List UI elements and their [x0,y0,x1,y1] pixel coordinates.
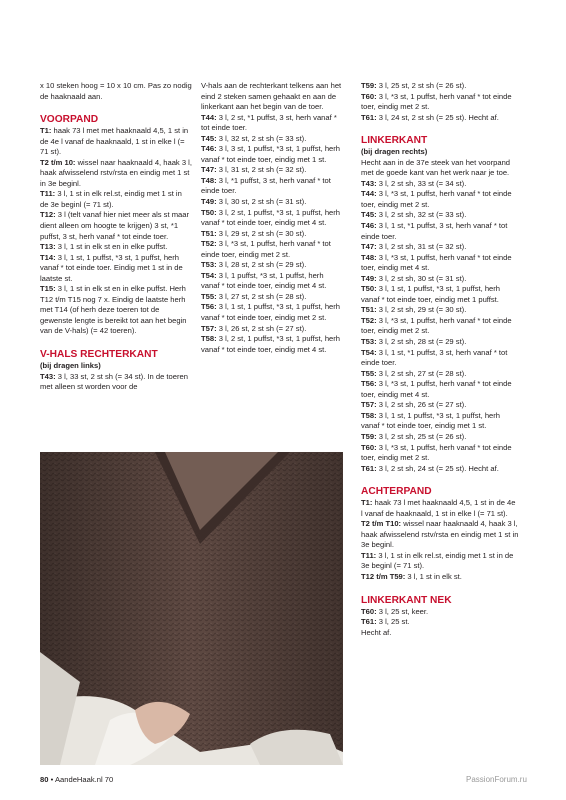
row-label: T54: [201,270,217,280]
row-label: T46: [361,221,377,231]
pattern-row [361,572,519,583]
section-heading: VOORPAND [40,114,99,126]
row-label: T54: [361,347,377,357]
section-heading: LINKERKANT NEK [361,594,452,606]
row-label: T49: [361,273,377,283]
pattern-row [361,379,519,400]
row-label: T48: [201,175,217,185]
pattern-row [361,210,519,221]
row-text: 3 l, 1 st, *1 puffst, 3 st, herh vanaf * tot einde toer. [361,221,508,241]
pattern-row [201,271,342,292]
row-text: 3 l, 1 st, 1 puffst, *3 st, 1 puffst, herh vanaf * tot einde toer, eindig met 1 puffst. [361,284,501,304]
pattern-row [361,369,519,380]
pattern-row [201,302,342,323]
row-text: 3 l, 1 st, 1 puffst, *3 st, 1 puffst, herh vanaf * tot einde toer, eindig met 1 st. [361,410,501,431]
watermark: PassionForum.ru [466,775,527,784]
pattern-row [40,242,192,253]
row-text: 3 l, 3 st, 1 puffst, *3 st, 1 puffst, herh vanaf * tot einde toer, eindig met 1 st. [201,144,341,164]
pattern-row [361,628,519,639]
row-text: 3 l, *3 st, 1 puffst, herh vanaf * tot einde toer, eindig met 2 st. [201,239,331,259]
row-text: 3 l, *3 st, 1 puffst, herh vanaf * tot einde toer, eindig met 4 st. [361,379,512,399]
pattern-row [361,158,519,179]
row-label: T55: [201,291,217,301]
spacer [40,337,192,343]
row-label: T46: [201,144,217,154]
spacer [361,474,519,480]
pattern-row [361,113,519,124]
pattern-row [361,348,519,369]
pattern-row [201,144,342,165]
row-text: 3 l, 2 st sh, 28 st (= 29 st). [376,337,467,347]
pattern-row [201,324,342,335]
row-label: T15: [40,284,56,294]
row-label: T45: [201,133,217,143]
row-text: 3 l, 2 st sh, 26 st (= 27 st). [376,400,467,410]
page-footer [40,775,113,785]
row-label: T1: [361,498,373,508]
pattern-row [201,134,342,145]
pattern-row [361,221,519,242]
pattern-row [40,126,192,158]
page-number: 80 [40,775,49,784]
row-label: T60: [361,91,377,101]
row-text: 3 l, 1 st, 1 puffst, *3 st, 1 puffst, herh vanaf * tot einde toer. Eindig met 1 st in de laatste st. [40,252,183,283]
row-text: 3 l, 1 st in elk st en in elke puffst. [55,242,168,252]
row-text: wissel naar haaknaald 4, haak 3 l, haak afwisselend rstv/rsta en eindig met 1 st in 3e beginl. [361,519,519,550]
row-text: 3 l, 26 st, 2 st sh (= 27 st). [216,323,307,333]
pattern-row [361,432,519,443]
row-label: T53: [361,337,377,347]
row-label: T61: [361,617,377,627]
row-label: T57: [361,400,377,410]
pattern-row [40,284,192,337]
row-text: 3 l, 2 st, *1 puffst, 3 st, herh vanaf * tot einde toer. [201,112,337,133]
row-text: Hecht aan in de 37e steek van het voorpand met de goede kant van het werk naar je toe. [361,157,511,178]
row-label: T11: [40,189,56,199]
row-label: T11: [361,550,377,560]
row-label: T49: [201,197,217,207]
pattern-row [361,400,519,411]
row-text: 3 l, 2 st sh, 31 st (= 32 st). [376,242,467,252]
sweater-illustration [40,452,343,765]
row-label: T50: [361,284,377,294]
row-text: 3 l, 2 st sh, 30 st (= 31 st). [376,273,467,283]
row-text: 3 l, *3 st, 1 puffst, herh vanaf * tot einde toer, eindig met 2 st. [361,189,512,209]
row-label: T52: [361,315,377,325]
spacer [40,102,192,108]
row-label: T2 t/m 10: [40,157,76,167]
pattern-row [361,464,519,475]
pattern-row [361,519,519,551]
pattern-row [361,284,519,305]
row-text: 3 l, 1 st in elk rel.st, eindig met 1 st in de 3e beginl (= 71 st). [361,550,514,571]
row-text: 3 l, *3 st, 1 puffst, herh vanaf * tot einde toer, eindig met 4 st. [361,252,512,273]
pattern-row [361,551,519,572]
row-text: 3 l, 25 st. [376,617,410,627]
pattern-row [40,189,192,210]
row-text: 3 l, 2 st sh, 25 st (= 26 st). [376,431,467,441]
row-text: 3 l, 30 st, 2 st sh (= 31 st). [216,197,307,207]
row-text: 3 l, 1 st, *1 puffst, 3 st, herh vanaf * tot einde toer. [361,347,508,368]
row-label: T53: [201,260,217,270]
pattern-row [361,443,519,464]
pattern-row [361,617,519,628]
pattern-row [361,92,519,113]
row-label: T60: [361,606,377,616]
section-heading: ACHTERPAND [361,486,432,498]
pattern-row [201,165,342,176]
row-text: wissel naar haaknaald 4, haak 3 l, haak afwisselend rstv/rsta en eindig met 1 st in 3e beginl. [40,157,192,188]
row-label: T14: [40,252,56,262]
row-label: T43: [361,178,377,188]
row-text: 3 l, 25 st, keer. [376,606,429,616]
row-label: T43: [40,371,56,381]
row-label: T13: [40,242,56,252]
row-text: 3 l, 2 st sh, 32 st (= 33 st). [376,210,467,220]
pattern-row [201,292,342,303]
pattern-row [201,197,342,208]
row-text: V-hals aan de rechterkant telkens aan het eind 2 steken samen gehaakt en aan de linkerkant aan het begin van de toer. [201,81,342,112]
row-label: T51: [201,228,217,238]
row-label: T56: [361,379,377,389]
row-text: 3 l, *3 st, 1 puffst, herh vanaf * tot einde toer, eindig met 2 st. [361,442,512,463]
row-text: Hecht af. [361,627,392,637]
pattern-row [201,239,342,260]
row-text: 3 l, *1 puffst, 3 st, herh vanaf * tot einde toer. [201,175,331,196]
row-text: 3 l, 24 st, 2 st sh (= 25 st). Hecht af. [376,112,499,122]
pattern-row [40,372,192,393]
row-label: T1: [40,126,52,136]
row-label: T44: [201,112,217,122]
pattern-row [201,229,342,240]
pattern-row [201,260,342,271]
row-text: 3 l (telt vanaf hier niet meer als st maar dient alleen om hoogte te krijgen) 3 st, *1 puffst, 3 st, herh vanaf * tot einde toer. [40,210,189,241]
section-heading: LINKERKANT [361,135,428,147]
section-subheading: (bij dragen links) [40,361,101,371]
section-heading: V-HALS RECHTERKANT [40,349,158,361]
row-label: T59: [361,431,377,441]
row-text: 3 l, *3 st, 1 puffst, herh vanaf * tot einde toer, eindig met 2 st. [361,315,512,336]
pattern-row [201,208,342,229]
row-label: T61: [361,112,377,122]
row-text: 3 l, 28 st, 2 st sh (= 29 st). [216,260,307,270]
row-text: haak 73 l met haaknaald 4,5, 1 st in de 4e l vanaf de haaknaald, 1 st in elke l (= 71 st). [361,498,516,518]
row-label: T58: [361,410,377,420]
pattern-row [361,81,519,92]
pattern-row [361,305,519,316]
row-text: 3 l, 1 st in elk st. [405,571,462,581]
pattern-row [361,337,519,348]
row-text: 3 l, 2 st sh, 24 st (= 25 st). Hecht af. [376,463,499,473]
section-subheading: (bij dragen rechts) [361,147,428,157]
pattern-row [201,176,342,197]
knitted-sweater-photo [40,452,343,765]
row-text: 3 l, 25 st, 2 st sh (= 26 st). [376,81,467,90]
spacer [361,123,519,129]
row-label: T51: [361,305,377,315]
pattern-row [201,81,342,113]
row-text: 3 l, 1 puffst, *3 st, 1 puffst, herh vanaf * tot einde toer, eindig met 4 st. [201,270,327,291]
pattern-row [361,242,519,253]
text-column-1 [40,81,192,393]
pattern-row [361,411,519,432]
pattern-row [40,253,192,285]
magazine-name: AandeHaak.nl 70 [54,775,114,784]
row-text: 3 l, 1 st in elk rel.st, eindig met 1 st in de 3e beginl (= 71 st). [40,189,182,209]
row-text: haak 73 l met met haaknaald 4,5, 1 st in de 4e l vanaf de haaknaald, 1 st in elke l (= 71 st). [40,126,189,157]
row-label: T50: [201,207,217,217]
pattern-row [361,179,519,190]
row-text: 3 l, 1 st in elk st en in elke puffst. Herh T12 t/m T15 nog 7 x. Eindig de laatste herh met T14 (of herh deze toeren tot de gewenste lengte is bereikt tot aan het begin van de V-hals) (= 42 toeren). [40,284,187,336]
row-label: T55: [361,368,377,378]
row-label: T47: [361,242,377,252]
pattern-row [361,274,519,285]
row-text: 3 l, 2 st, 1 puffst, *3 st, 1 puffst, herh vanaf * tot einde toer, eindig met 4 st. [201,334,341,354]
pattern-row [361,498,519,519]
row-label: T12 t/m T59: [361,571,406,581]
row-label: T58: [201,334,217,344]
pattern-row [40,81,192,102]
footer-bullet: • [50,775,54,784]
row-label: T60: [361,442,377,452]
row-text: 3 l, 2 st sh, 29 st (= 30 st). [376,305,467,315]
row-label: T12: [40,210,56,220]
row-label: T2 t/m T10: [361,519,402,529]
spacer [361,583,519,589]
pattern-row [40,158,192,190]
pattern-row [40,210,192,242]
row-text: x 10 steken hoog = 10 x 10 cm. Pas zo nodig de haaknaald aan. [40,81,192,101]
text-column-3 [361,81,519,638]
row-text: 3 l, 32 st, 2 st sh (= 33 st). [216,133,307,143]
pattern-row [201,334,342,355]
pattern-row [201,113,342,134]
row-text: 3 l, 2 st, 1 puffst, *3 st, 1 puffst, herh vanaf * tot einde toer, eindig met 4 st. [201,207,341,228]
row-text: 3 l, 1 st, 1 puffst, *3 st, 1 puffst, herh vanaf * tot einde toer, eindig met 2 st. [201,302,341,323]
row-label: T59: [361,81,377,90]
row-text: 3 l, 31 st, 2 st sh (= 32 st). [216,165,307,175]
row-text: 3 l, 33 st, 2 st sh (= 34 st). In de toeren met alleen st worden voor de [40,371,188,392]
row-label: T56: [201,302,217,312]
row-label: T47: [201,165,217,175]
row-label: T48: [361,252,377,262]
row-text: 3 l, 2 st sh, 27 st (= 28 st). [376,368,467,378]
row-label: T45: [361,210,377,220]
row-text: 3 l, 27 st, 2 st sh (= 28 st). [216,291,307,301]
row-label: T44: [361,189,377,199]
row-text: 3 l, 2 st sh, 33 st (= 34 st). [376,178,467,188]
pattern-row [361,316,519,337]
text-column-2 [201,81,342,355]
pattern-row [361,253,519,274]
row-label: T61: [361,463,377,473]
row-text: 3 l, *3 st, 1 puffst, herh vanaf * tot einde toer, eindig met 2 st. [361,91,512,112]
row-label: T52: [201,239,217,249]
row-text: 3 l, 29 st, 2 st sh (= 30 st). [216,228,307,238]
row-label: T57: [201,323,217,333]
pattern-row [361,607,519,618]
pattern-row [361,189,519,210]
